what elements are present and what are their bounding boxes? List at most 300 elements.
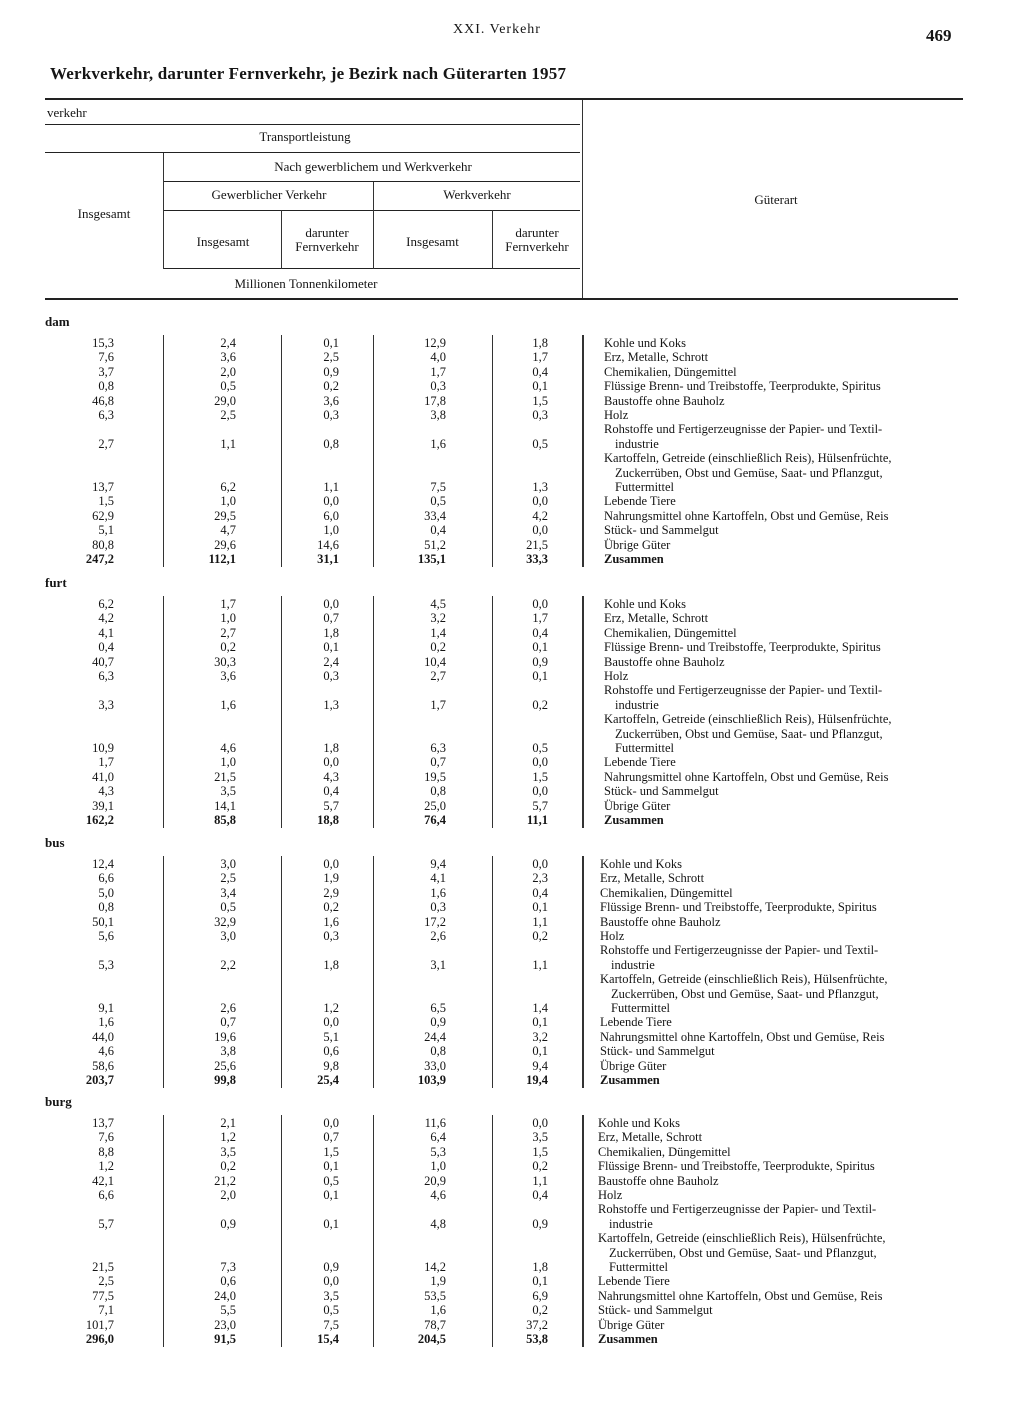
table-row xyxy=(0,655,1024,669)
gueterart-label: Zusammen xyxy=(604,552,664,566)
header-divider xyxy=(281,210,282,269)
column-divider xyxy=(373,596,374,828)
value-cell: 6,2 xyxy=(98,597,114,611)
value-cell: 5,7 xyxy=(323,798,339,813)
value-cell: 2,6 xyxy=(220,1000,236,1015)
table-row xyxy=(0,1145,1024,1159)
value-cell: 0,2 xyxy=(323,379,339,394)
value-cell: 14,2 xyxy=(424,1259,446,1274)
value-cell: 5,7 xyxy=(532,798,548,813)
value-cell: 21,2 xyxy=(214,1173,236,1188)
value-cell: 3,0 xyxy=(220,929,236,943)
value-cell: 7,5 xyxy=(323,1317,339,1332)
gueterart-label: Lebende Tiere xyxy=(604,755,676,770)
value-cell: 78,7 xyxy=(424,1317,446,1332)
header-werk-darunter-2: Fernverkehr xyxy=(505,239,569,254)
value-cell: 0,1 xyxy=(532,640,548,655)
value-cell: 0,0 xyxy=(532,857,548,871)
value-cell: 2,5 xyxy=(323,350,339,365)
value-cell: 204,5 xyxy=(417,1332,446,1346)
value-cell: 53,5 xyxy=(424,1288,446,1303)
value-cell: 0,8 xyxy=(98,379,114,394)
value-cell: 32,9 xyxy=(214,914,236,929)
value-cell: 0,4 xyxy=(430,523,446,538)
value-cell: 42,1 xyxy=(92,1173,114,1188)
value-cell: 20,9 xyxy=(424,1173,446,1188)
header-werk-insgesamt: Insgesamt xyxy=(406,234,459,249)
table-row xyxy=(0,1274,1024,1288)
value-cell: 1,2 xyxy=(323,1000,339,1015)
gueterart-label: Zuckerrüben, Obst und Gemüse, Saat- und Pflanzgut, xyxy=(615,726,883,741)
value-cell: 0,5 xyxy=(220,900,236,915)
value-cell: 29,6 xyxy=(214,537,236,552)
value-cell: 0,4 xyxy=(532,625,548,640)
table-row xyxy=(0,597,1024,611)
header-nach-gewerblichem: Nach gewerblichem und Werkverkehr xyxy=(274,159,472,174)
value-cell: 77,5 xyxy=(92,1288,114,1303)
value-cell: 4,1 xyxy=(98,625,114,640)
value-cell: 0,0 xyxy=(323,494,339,509)
value-cell: 25,6 xyxy=(214,1058,236,1073)
column-divider xyxy=(163,335,164,567)
value-cell: 0,5 xyxy=(532,740,548,755)
value-cell: 0,0 xyxy=(323,857,339,871)
table-row xyxy=(0,1289,1024,1303)
value-cell: 4,2 xyxy=(98,611,114,626)
value-cell: 5,7 xyxy=(98,1216,114,1231)
value-cell: 10,4 xyxy=(424,654,446,669)
header-unit: Millionen Tonnenkilometer xyxy=(234,276,378,291)
value-cell: 2,7 xyxy=(98,436,114,451)
value-cell: 4,3 xyxy=(323,769,339,784)
table-row xyxy=(0,379,1024,393)
value-cell: 0,0 xyxy=(532,784,548,799)
value-cell: 0,1 xyxy=(532,669,548,683)
value-cell: 1,8 xyxy=(532,336,548,350)
gueterart-label: Chemikalien, Düngemittel xyxy=(604,364,737,379)
gueterart-label: Übrige Güter xyxy=(604,537,671,552)
value-cell: 3,5 xyxy=(323,1288,339,1303)
value-cell: 0,1 xyxy=(532,900,548,915)
gueterart-label: Übrige Güter xyxy=(604,798,671,813)
gueterart-label: industrie xyxy=(611,957,655,972)
value-cell: 1,0 xyxy=(220,611,236,626)
value-cell: 19,6 xyxy=(214,1029,236,1044)
gueterart-label: Zuckerrüben, Obst und Gemüse, Saat- und Pflanzgut, xyxy=(611,986,879,1001)
value-cell: 0,9 xyxy=(430,1015,446,1030)
value-cell: 4,6 xyxy=(430,1188,446,1202)
value-cell: 0,3 xyxy=(430,379,446,394)
section-label: bus xyxy=(45,835,65,850)
value-cell: 13,7 xyxy=(92,479,114,494)
gueterart-label: Holz xyxy=(598,1188,623,1202)
table-row xyxy=(0,523,1024,537)
table-row xyxy=(0,972,1024,1015)
header-divider xyxy=(163,153,164,269)
value-cell: 4,3 xyxy=(98,784,114,799)
gueterart-label: Zusammen xyxy=(604,813,664,827)
column-divider xyxy=(373,335,374,567)
value-cell: 296,0 xyxy=(85,1332,114,1346)
gueterart-label: Kohle und Koks xyxy=(600,857,682,871)
value-cell: 0,4 xyxy=(532,1188,548,1202)
value-cell: 6,0 xyxy=(323,508,339,523)
value-cell: 1,5 xyxy=(98,494,114,509)
value-cell: 41,0 xyxy=(92,769,114,784)
value-cell: 33,0 xyxy=(424,1058,446,1073)
value-cell: 4,8 xyxy=(430,1216,446,1231)
table-row xyxy=(0,365,1024,379)
gueterart-label: Futtermittel xyxy=(609,1259,669,1274)
value-cell: 10,9 xyxy=(92,740,114,755)
value-cell: 3,2 xyxy=(532,1029,548,1044)
total-row xyxy=(0,1073,1024,1087)
section-label: furt xyxy=(45,575,67,590)
value-cell: 2,6 xyxy=(430,929,446,943)
value-cell: 1,1 xyxy=(220,436,236,451)
table-row xyxy=(0,915,1024,929)
value-cell: 85,8 xyxy=(214,813,236,827)
value-cell: 18,8 xyxy=(317,813,339,827)
value-cell: 2,7 xyxy=(220,625,236,640)
value-cell: 4,6 xyxy=(98,1044,114,1059)
value-cell: 3,5 xyxy=(532,1130,548,1145)
value-cell: 0,4 xyxy=(98,640,114,655)
header-top-rule xyxy=(45,98,963,100)
value-cell: 3,5 xyxy=(220,784,236,799)
table-row xyxy=(0,509,1024,523)
gueterart-label: Erz, Metalle, Schrott xyxy=(598,1130,703,1145)
header-divider xyxy=(492,210,493,269)
value-cell: 4,5 xyxy=(430,597,446,611)
gueterart-label: Lebende Tiere xyxy=(600,1015,672,1030)
value-cell: 1,3 xyxy=(323,697,339,712)
value-cell: 1,4 xyxy=(532,1000,548,1015)
gueterart-label: Rohstoffe und Fertigerzeugnisse der Papier- und Textil- xyxy=(598,1202,877,1217)
value-cell: 0,5 xyxy=(430,494,446,509)
value-cell: 0,8 xyxy=(430,1044,446,1059)
column-divider xyxy=(582,856,584,1088)
column-divider xyxy=(373,856,374,1088)
table-row xyxy=(0,1318,1024,1332)
value-cell: 103,9 xyxy=(417,1073,446,1087)
value-cell: 1,8 xyxy=(323,625,339,640)
value-cell: 1,2 xyxy=(220,1130,236,1145)
table-row xyxy=(0,1231,1024,1274)
value-cell: 29,5 xyxy=(214,508,236,523)
table-row xyxy=(0,799,1024,813)
gueterart-label: Übrige Güter xyxy=(598,1317,665,1332)
value-cell: 4,1 xyxy=(430,871,446,886)
gueterart-label: Nahrungsmittel ohne Kartoffeln, Obst und Gemüse, Reis xyxy=(598,1288,883,1303)
value-cell: 13,7 xyxy=(92,1116,114,1130)
value-cell: 44,0 xyxy=(92,1029,114,1044)
header-rule xyxy=(164,181,580,182)
value-cell: 5,5 xyxy=(220,1303,236,1318)
gueterart-label: Nahrungsmittel ohne Kartoffeln, Obst und Gemüse, Reis xyxy=(604,769,889,784)
value-cell: 0,7 xyxy=(430,755,446,770)
value-cell: 0,1 xyxy=(323,640,339,655)
value-cell: 0,9 xyxy=(220,1216,236,1231)
gueterart-label: Lebende Tiere xyxy=(604,494,676,509)
table-row xyxy=(0,408,1024,422)
column-divider xyxy=(281,856,282,1088)
value-cell: 15,3 xyxy=(92,336,114,350)
value-cell: 0,3 xyxy=(323,408,339,422)
value-cell: 0,3 xyxy=(323,669,339,683)
value-cell: 5,1 xyxy=(98,523,114,538)
table-row xyxy=(0,669,1024,683)
column-divider xyxy=(163,856,164,1088)
header-rule xyxy=(164,210,580,211)
value-cell: 0,2 xyxy=(532,1303,548,1318)
value-cell: 2,1 xyxy=(220,1116,236,1130)
value-cell: 0,1 xyxy=(323,1216,339,1231)
table-row xyxy=(0,626,1024,640)
total-row xyxy=(0,1332,1024,1346)
value-cell: 0,2 xyxy=(532,929,548,943)
value-cell: 0,1 xyxy=(323,336,339,350)
value-cell: 1,1 xyxy=(323,479,339,494)
gueterart-label: Nahrungsmittel ohne Kartoffeln, Obst und Gemüse, Reis xyxy=(600,1029,885,1044)
value-cell: 0,4 xyxy=(323,784,339,799)
header-divider xyxy=(582,100,583,298)
gueterart-label: Chemikalien, Düngemittel xyxy=(600,885,733,900)
value-cell: 24,0 xyxy=(214,1288,236,1303)
value-cell: 1,0 xyxy=(220,494,236,509)
table-row xyxy=(0,929,1024,943)
table-row xyxy=(0,784,1024,798)
value-cell: 3,6 xyxy=(220,350,236,365)
value-cell: 12,4 xyxy=(92,857,114,871)
value-cell: 7,6 xyxy=(98,350,114,365)
table-row xyxy=(0,1030,1024,1044)
value-cell: 1,5 xyxy=(323,1144,339,1159)
gueterart-label: Holz xyxy=(604,408,629,422)
value-cell: 0,5 xyxy=(220,379,236,394)
gueterart-label: Baustoffe ohne Bauholz xyxy=(598,1173,719,1188)
value-cell: 9,8 xyxy=(323,1058,339,1073)
table-row xyxy=(0,1174,1024,1188)
value-cell: 1,0 xyxy=(323,523,339,538)
value-cell: 0,1 xyxy=(323,1188,339,1202)
value-cell: 0,3 xyxy=(323,929,339,943)
gueterart-label: industrie xyxy=(609,1216,653,1231)
value-cell: 4,6 xyxy=(220,740,236,755)
value-cell: 0,9 xyxy=(323,1259,339,1274)
value-cell: 6,3 xyxy=(98,669,114,683)
value-cell: 0,3 xyxy=(430,900,446,915)
table-row xyxy=(0,494,1024,508)
column-divider xyxy=(163,596,164,828)
gueterart-label: Nahrungsmittel ohne Kartoffeln, Obst und Gemüse, Reis xyxy=(604,508,889,523)
value-cell: 1,6 xyxy=(98,1015,114,1030)
value-cell: 51,2 xyxy=(424,537,446,552)
value-cell: 0,8 xyxy=(98,900,114,915)
value-cell: 0,3 xyxy=(532,408,548,422)
value-cell: 23,0 xyxy=(214,1317,236,1332)
value-cell: 0,0 xyxy=(323,1116,339,1130)
value-cell: 3,8 xyxy=(220,1044,236,1059)
value-cell: 0,6 xyxy=(220,1274,236,1289)
gueterart-label: industrie xyxy=(615,436,659,451)
header-gewerblich-insgesamt: Insgesamt xyxy=(196,234,250,249)
column-divider xyxy=(582,596,584,828)
table-row xyxy=(0,1303,1024,1317)
gueterart-label: Lebende Tiere xyxy=(598,1274,670,1289)
value-cell: 25,4 xyxy=(317,1073,339,1087)
value-cell: 6,3 xyxy=(430,740,446,755)
column-divider xyxy=(281,1115,282,1347)
value-cell: 3,4 xyxy=(220,885,236,900)
value-cell: 112,1 xyxy=(208,552,236,566)
value-cell: 2,5 xyxy=(98,1274,114,1289)
gueterart-label: Flüssige Brenn- und Treibstoffe, Teerprodukte, Spiritus xyxy=(598,1159,875,1174)
gueterart-label: Zusammen xyxy=(598,1332,658,1346)
value-cell: 2,5 xyxy=(220,408,236,422)
table-row xyxy=(0,394,1024,408)
table-row xyxy=(0,1116,1024,1130)
value-cell: 1,7 xyxy=(532,611,548,626)
value-cell: 46,8 xyxy=(92,393,114,408)
value-cell: 6,4 xyxy=(430,1130,446,1145)
value-cell: 62,9 xyxy=(92,508,114,523)
column-divider xyxy=(163,1115,164,1347)
value-cell: 3,6 xyxy=(220,669,236,683)
value-cell: 0,2 xyxy=(532,697,548,712)
value-cell: 0,1 xyxy=(323,1159,339,1174)
table-row xyxy=(0,1044,1024,1058)
value-cell: 3,8 xyxy=(430,408,446,422)
gueterart-label: Stück- und Sammelgut xyxy=(604,784,719,799)
gueterart-label: Kartoffeln, Getreide (einschließlich Reis), Hülsenfrüchte, xyxy=(600,972,888,987)
value-cell: 53,8 xyxy=(526,1332,548,1346)
gueterart-label: Erz, Metalle, Schrott xyxy=(600,871,705,886)
value-cell: 1,5 xyxy=(532,769,548,784)
gueterart-label: Flüssige Brenn- und Treibstoffe, Teerprodukte, Spiritus xyxy=(600,900,877,915)
value-cell: 0,0 xyxy=(532,523,548,538)
value-cell: 11,6 xyxy=(424,1116,446,1130)
value-cell: 0,9 xyxy=(532,654,548,669)
value-cell: 0,1 xyxy=(532,379,548,394)
header-rule xyxy=(45,124,580,125)
value-cell: 1,9 xyxy=(323,871,339,886)
value-cell: 8,8 xyxy=(98,1144,114,1159)
value-cell: 0,1 xyxy=(532,1015,548,1030)
section-block xyxy=(0,573,1024,825)
column-divider xyxy=(373,1115,374,1347)
header-insgesamt-main: Insgesamt xyxy=(77,206,131,221)
value-cell: 21,5 xyxy=(526,537,548,552)
table-row xyxy=(0,683,1024,712)
gueterart-label: Zuckerrüben, Obst und Gemüse, Saat- und Pflanzgut, xyxy=(609,1245,877,1260)
value-cell: 0,8 xyxy=(323,436,339,451)
table-row xyxy=(0,1130,1024,1144)
table-row xyxy=(0,640,1024,654)
value-cell: 0,4 xyxy=(532,364,548,379)
value-cell: 0,2 xyxy=(323,900,339,915)
value-cell: 0,0 xyxy=(323,597,339,611)
value-cell: 40,7 xyxy=(92,654,114,669)
value-cell: 1,6 xyxy=(220,697,236,712)
section-label: burg xyxy=(45,1094,72,1109)
value-cell: 2,0 xyxy=(220,1188,236,1202)
value-cell: 1,3 xyxy=(532,479,548,494)
header-gewerblicher-verkehr: Gewerblicher Verkehr xyxy=(211,187,327,202)
section-block xyxy=(0,1092,1024,1344)
value-cell: 0,0 xyxy=(532,597,548,611)
column-divider xyxy=(582,1115,584,1347)
page-number: 469 xyxy=(926,26,952,45)
value-cell: 0,7 xyxy=(323,1130,339,1145)
value-cell: 1,8 xyxy=(323,957,339,972)
gueterart-label: Rohstoffe und Fertigerzeugnisse der Papier- und Textil- xyxy=(604,683,883,698)
value-cell: 3,6 xyxy=(323,393,339,408)
gueterart-label: Kohle und Koks xyxy=(598,1116,680,1130)
value-cell: 2,5 xyxy=(220,871,236,886)
gueterart-label: Flüssige Brenn- und Treibstoffe, Teerprodukte, Spiritus xyxy=(604,379,881,394)
value-cell: 1,5 xyxy=(532,393,548,408)
column-divider xyxy=(492,1115,493,1347)
table-row xyxy=(0,755,1024,769)
value-cell: 1,6 xyxy=(430,885,446,900)
gueterart-label: Futtermittel xyxy=(615,479,675,494)
table-row xyxy=(0,1188,1024,1202)
header-rule xyxy=(45,152,580,153)
gueterart-label: Holz xyxy=(604,669,629,683)
gueterart-label: Stück- und Sammelgut xyxy=(600,1044,715,1059)
value-cell: 0,2 xyxy=(220,1159,236,1174)
running-head: XXI. Verkehr xyxy=(453,22,541,37)
value-cell: 1,0 xyxy=(220,755,236,770)
value-cell: 0,2 xyxy=(532,1159,548,1174)
table-row xyxy=(0,871,1024,885)
gueterart-label: Kartoffeln, Getreide (einschließlich Reis), Hülsenfrüchte, xyxy=(604,712,892,727)
value-cell: 1,7 xyxy=(98,755,114,770)
value-cell: 4,0 xyxy=(430,350,446,365)
gueterart-label: Rohstoffe und Fertigerzeugnisse der Papier- und Textil- xyxy=(600,943,879,958)
total-row xyxy=(0,813,1024,827)
value-cell: 2,2 xyxy=(220,957,236,972)
value-cell: 33,3 xyxy=(526,552,548,566)
value-cell: 5,3 xyxy=(430,1144,446,1159)
value-cell: 7,6 xyxy=(98,1130,114,1145)
value-cell: 0,7 xyxy=(323,611,339,626)
header-top-left-label: verkehr xyxy=(47,105,87,120)
column-divider xyxy=(281,335,282,567)
value-cell: 6,9 xyxy=(532,1288,548,1303)
header-rule xyxy=(164,268,580,269)
value-cell: 1,9 xyxy=(430,1274,446,1289)
value-cell: 9,4 xyxy=(532,1058,548,1073)
value-cell: 99,8 xyxy=(214,1073,236,1087)
value-cell: 3,3 xyxy=(98,697,114,712)
table-row xyxy=(0,1202,1024,1231)
gueterart-label: Holz xyxy=(600,929,625,943)
value-cell: 0,0 xyxy=(323,755,339,770)
value-cell: 0,0 xyxy=(323,1015,339,1030)
value-cell: 5,0 xyxy=(98,885,114,900)
value-cell: 0,0 xyxy=(532,494,548,509)
value-cell: 0,0 xyxy=(532,755,548,770)
value-cell: 6,6 xyxy=(98,871,114,886)
table-row xyxy=(0,1015,1024,1029)
table-row xyxy=(0,422,1024,451)
value-cell: 1,7 xyxy=(430,364,446,379)
gueterart-label: Zuckerrüben, Obst und Gemüse, Saat- und Pflanzgut, xyxy=(615,465,883,480)
gueterart-label: Flüssige Brenn- und Treibstoffe, Teerprodukte, Spiritus xyxy=(604,640,881,655)
value-cell: 1,7 xyxy=(532,350,548,365)
